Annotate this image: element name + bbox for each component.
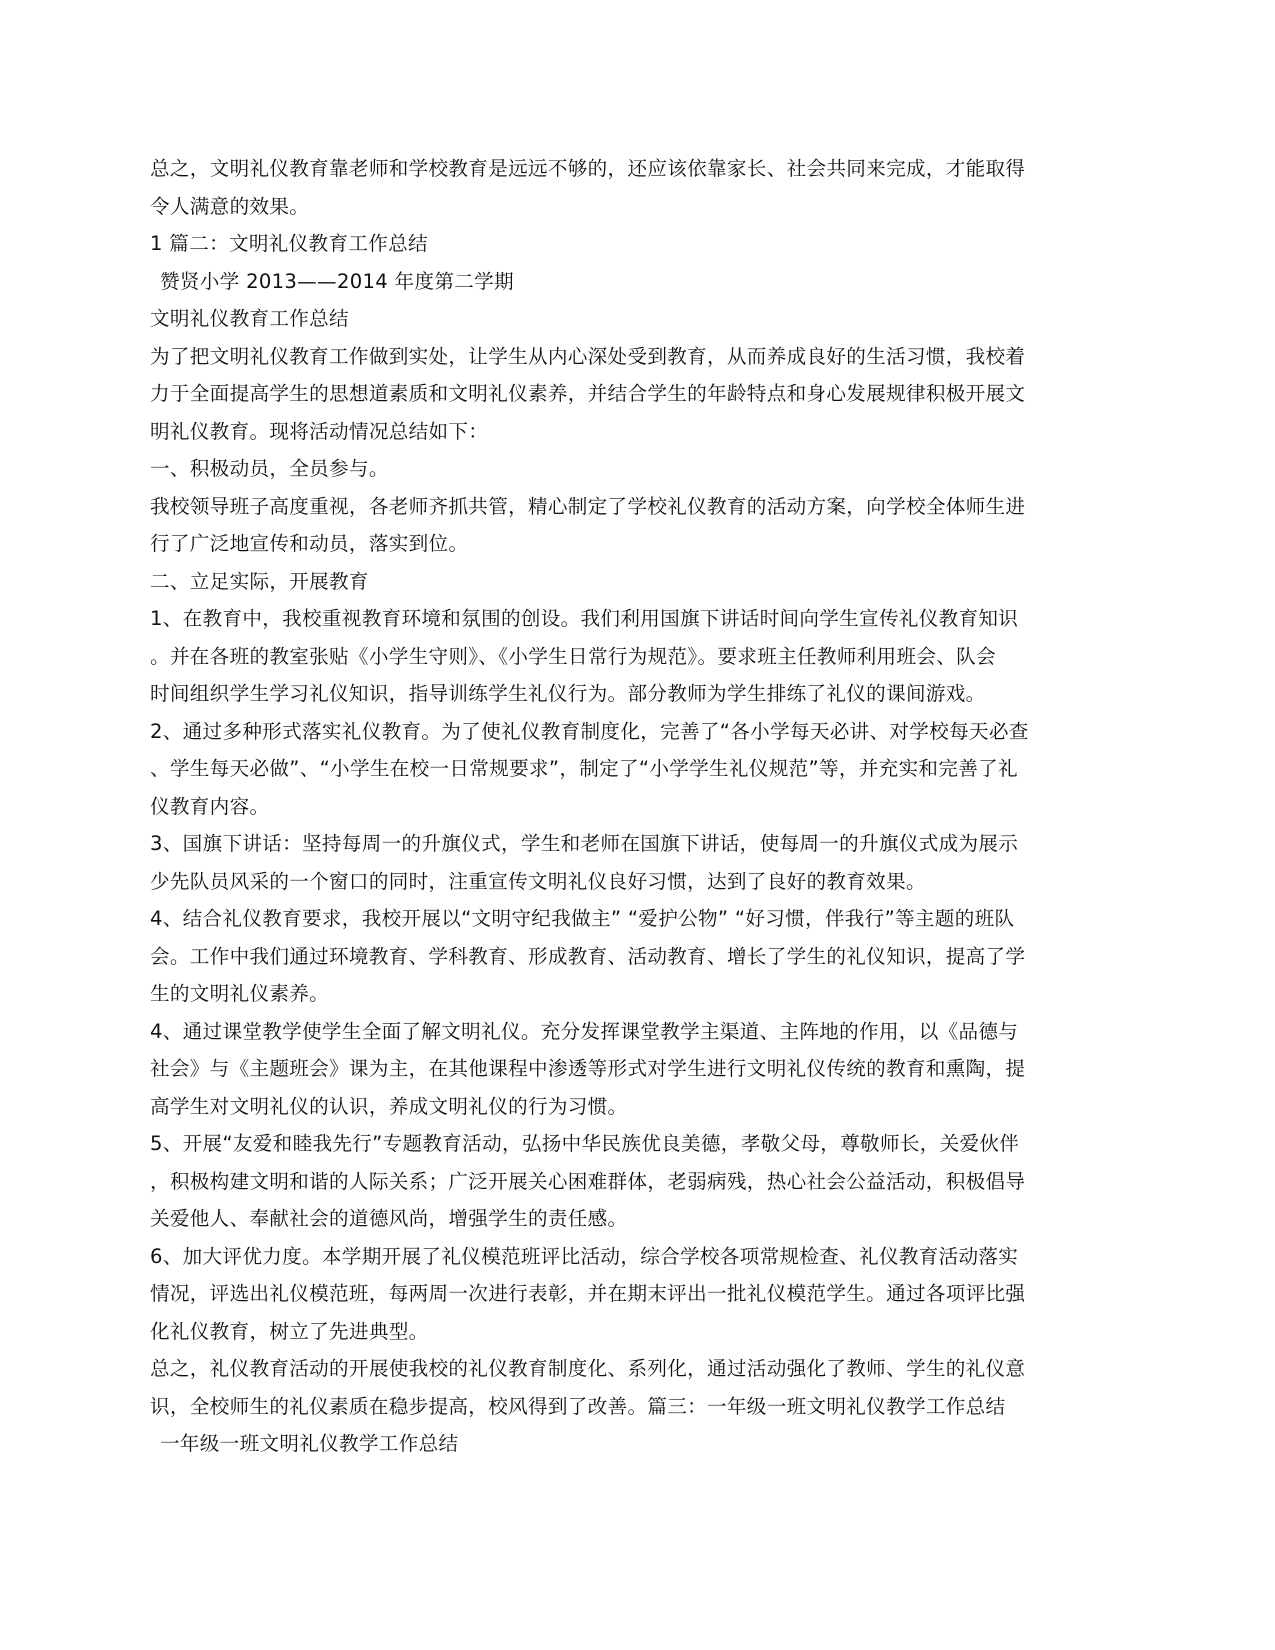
text-line: 。并在各班的教室张贴《小学生守则》、《小学生日常行为规范》。要求班主任教师利用班会、队会 — [150, 644, 996, 668]
text-line: 关爱他人、奉献社会的道德风尚，增强学生的责任感。 — [150, 1207, 628, 1230]
text-line: 6、加大评优力度。本学期开展了礼仪模范班评比活动，综合学校各项常规检查、礼仪教育活动落实 — [150, 1244, 1019, 1268]
section-heading: 1 篇二：文明礼仪教育工作总结 — [150, 232, 428, 255]
text-line: 5、开展“友爱和睦我先行”专题教育活动，弘扬中华民族优良美德，孝敬父母，尊敬师长，关爱伙伴 — [150, 1132, 1020, 1155]
text-line: 化礼仪教育，树立了先进典型。 — [150, 1319, 429, 1343]
text-line: 识，全校师生的礼仪素质在稳步提高，校风得到了改善。篇三：一年级一班文明礼仪教学工作总结 — [150, 1394, 1006, 1418]
text-line: 行了广泛地宣传和动员，落实到位。 — [150, 532, 469, 555]
text-line: 力于全面提高学生的思想道素质和文明礼仪素养，并结合学生的年龄特点和身心发展规律积极开展文 — [150, 382, 1026, 405]
text-line: 2、通过多种形式落实礼仪教育。为了使礼仪教育制度化，完善了“各小学每天必讲、对学校每天必查 — [150, 719, 1029, 743]
text-line: 时间组织学生学习礼仪知识，指导训练学生礼仪行为。部分教师为学生排练了礼仪的课间游戏。 — [150, 682, 986, 705]
text-line: 明礼仪教育。现将活动情况总结如下： — [150, 419, 489, 443]
text-line: 情况，评选出礼仪模范班，每两周一次进行表彰，并在期末评出一批礼仪模范学生。通过各项评比强 — [150, 1282, 1026, 1305]
text-line: 我校领导班子高度重视，各老师齐抓共管，精心制定了学校礼仪教育的活动方案，向学校全体师生进 — [150, 494, 1026, 518]
text-line: 高学生对文明礼仪的认识，养成文明礼仪的行为习惯。 — [150, 1094, 628, 1118]
text-line: ，积极构建文明和谐的人际关系；广泛开展关心困难群体，老弱病残，热心社会公益活动，积极倡导 — [150, 1169, 1026, 1193]
text-line: 仪教育内容。 — [150, 794, 270, 818]
text-line: 3、国旗下讲话：坚持每周一的升旗仪式，学生和老师在国旗下讲话，使每周一的升旗仪式成为展示 — [150, 832, 1019, 855]
text-line: 会。工作中我们通过环境教育、学科教育、形成教育、活动教育、增长了学生的礼仪知识，提高了学 — [150, 944, 1026, 968]
text-line: 1、在教育中，我校重视教育环境和氛围的创设。我们利用国旗下讲话时间向学生宣传礼仪教育知识 — [150, 607, 1019, 630]
text-line: 4、通过课堂教学使学生全面了解文明礼仪。充分发挥课堂教学主渠道、主阵地的作用，以《品德与 — [150, 1019, 1019, 1043]
text-line: 、学生每天必做”、“小学生在校一日常规要求”，制定了“小学学生礼仪规范”等，并充实和完善了礼 — [150, 757, 1018, 780]
subsection-heading: 二、立足实际，开展教育 — [150, 569, 369, 593]
next-section-title: 一年级一班文明礼仪教学工作总结 — [160, 1432, 459, 1455]
text-line: 总之，文明礼仪教育靠老师和学校教育是远远不够的，还应该依靠家长、社会共同来完成，才能取得 — [150, 157, 1026, 180]
text-line: 总之，礼仪教育活动的开展使我校的礼仪教育制度化、系列化，通过活动强化了教师、学生的礼仪意 — [150, 1357, 1026, 1380]
subsection-heading: 一、积极动员，全员参与。 — [150, 457, 389, 480]
text-line: 4、结合礼仪教育要求，我校开展以“文明守纪我做主” “爱护公物” “好习惯，伴我行”等主题的班队 — [150, 907, 1015, 930]
text-line: 少先队员风采的一个窗口的同时，注重宣传文明礼仪良好习惯，达到了良好的教育效果。 — [150, 869, 926, 893]
document-title: 文明礼仪教育工作总结 — [150, 307, 349, 330]
text-line: 令人满意的效果。 — [150, 194, 310, 218]
text-line: 为了把文明礼仪教育工作做到实处，让学生从内心深处受到教育，从而养成良好的生活习惯，我校着 — [150, 344, 1026, 368]
school-term-heading: 赞贤小学 2013——2014 年度第二学期 — [160, 269, 514, 293]
text-line: 生的文明礼仪素养。 — [150, 982, 330, 1005]
document-body — [150, 150, 1125, 1463]
text-line: 社会》与《主题班会》课为主，在其他课程中渗透等形式对学生进行文明礼仪传统的教育和熏陶，提 — [150, 1057, 1026, 1080]
